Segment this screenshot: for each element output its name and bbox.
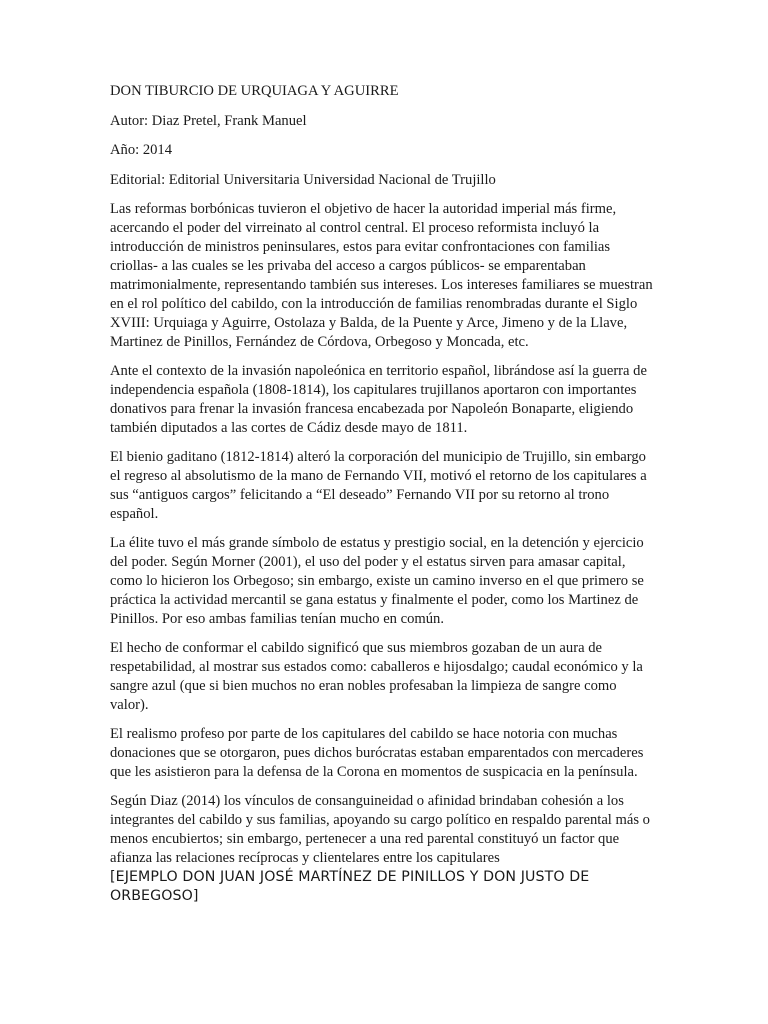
year-line: Año: 2014 (110, 142, 173, 158)
paragraph-realism-donations: El realismo profeso por parte de los capitulares del cabildo se hace notoria con muchas donaciones que se otorgaron, pues dichos burócratas estaban emparentados con mercaderes que les asistieron para la defensa de la Corona en momentos de suspicacia en la península. (110, 726, 644, 780)
paragraph-elite-status: La élite tuvo el más grande símbolo de estatus y prestigio social, en la detención y ejercicio del poder. Según Morner (2001), el uso del poder y el estatus sirven para amasar capital, como lo hicieron los Orbegoso; sin embargo, existe un camino inverso en el que primero se práctica la actividad mercantil se gana estatus y finalmente el poder, como los Martinez de Pinillos. Por eso ambas familias tenían mucho en común. (110, 535, 644, 627)
publisher-line: Editorial: Editorial Universitaria Universidad Nacional de Trujillo (110, 171, 496, 188)
paragraph-napoleonic-invasion: Ante el contexto de la invasión napoleónica en territorio español, librándose así la guerra de independencia española (1808-1814), los capitulares trujillanos aportaron con importantes donativos para frenar la invasión francesa encabezada por Napoleón Bonaparte, eligiendo también diputados a las cortes de Cádiz desde mayo de 1811. (110, 363, 647, 436)
paragraph-cabildo-respectability: El hecho de conformar el cabildo significó que sus miembros gozaban de un aura de respetabilidad, al mostrar sus estados como: caballeros e hijosdalgo; caudal económico y la sangre azul (que si bien muchos no eran nobles profesaban la limpieza de sangre como valor). (110, 640, 643, 713)
paragraph-bourbon-reforms: Las reformas borbónicas tuvieron el objetivo de hacer la autoridad imperial más firme, acercando el poder del virreinato al control central. El proceso reformista incluyó la introducción de ministros peninsulares, estos para evitar confrontaciones con familias criollas- a las cuales se les privaba del acceso a cargos públicos- se emparentaban matrimonialmente, representando también sus intereses. Los intereses familiares se muestran en el rol político del cabildo, con la introducción de familias renombradas durante el Siglo XVIII: Urquiaga y Aguirre, Ostolaza y Balda, de la Puente y Arce, Jimeno y de la Llave, Martinez de Pinillos, Fernández de Córdova, Orbegoso y Moncada, etc. (110, 201, 653, 350)
author-line: Autor: Diaz Pretel, Frank Manuel (110, 112, 307, 129)
example-placeholder: [EJEMPLO DON JUAN JOSÉ MARTÍNEZ DE PINILLOS Y DON JUSTO DE ORBEGOSO] (110, 869, 590, 904)
paragraph-bienio-gaditano: El bienio gaditano (1812-1814) alteró la corporación del municipio de Trujillo, sin embargo el regreso al absolutismo de la mano de Fernando VII, motivó el retorno de los capitulares a sus “antiguos cargos” felicitando a “El deseado” Fernando VII por su retorno al trono español. (110, 449, 647, 522)
document-page (110, 82, 658, 906)
document-title: DON TIBURCIO DE URQUIAGA Y AGUIRRE (110, 83, 399, 99)
paragraph-kinship-networks: Según Diaz (2014) los vínculos de consanguineidad o afinidad brindaban cohesión a los integrantes del cabildo y sus familias, apoyando su cargo político en respaldo parental más o menos encubiertos; sin embargo, pertenecer a una red parental constituyó un factor que afianza las relaciones recíprocas y clientelares entre los capitulares (110, 793, 650, 866)
paragraph-kinship-networks-block (110, 792, 658, 906)
